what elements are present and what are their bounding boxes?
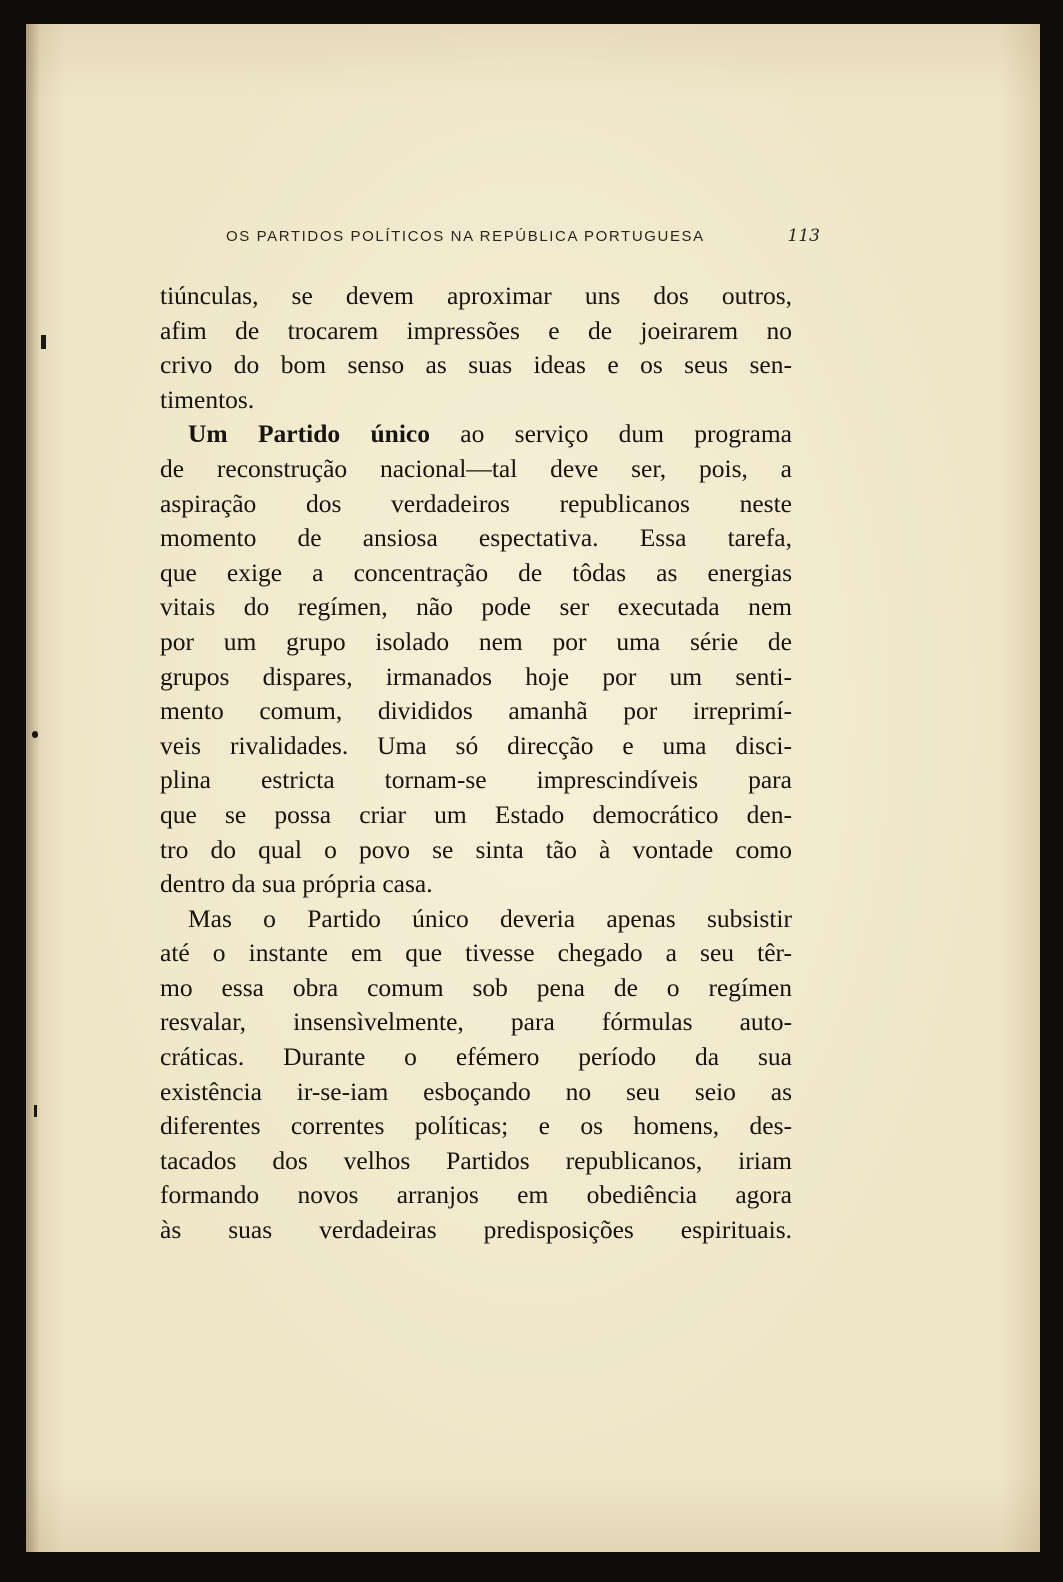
text-line: tro do qual o povo se sinta tão à vontade como — [160, 834, 792, 864]
text-line: dentro da sua própria casa. — [160, 869, 433, 899]
binding-shadow — [26, 24, 40, 1552]
ink-blemish — [32, 731, 38, 738]
text-line: momento de ansiosa espectativa. Essa tarefa, — [160, 523, 792, 553]
ink-blemish — [41, 335, 46, 349]
text-line: Mas o Partido único deveria apenas subsistir — [188, 903, 792, 933]
text-line: crivo do bom senso as suas ideas e os seus sen- — [160, 350, 792, 380]
text-line: que se possa criar um Estado democrático den- — [160, 799, 792, 829]
text-line: de reconstrução nacional—tal deve ser, pois, a — [160, 453, 792, 483]
text-line: que exige a concentração de tôdas as energias — [160, 557, 792, 587]
text-line: diferentes correntes políticas; e os homens, des- — [160, 1111, 792, 1141]
text-line — [160, 417, 792, 452]
text-line: mento comum, divididos amanhã por irreprimí- — [160, 696, 792, 726]
text-line: existência ir-se-iam esboçando no seu seio as — [160, 1076, 792, 1106]
running-head — [226, 226, 820, 248]
page-number: 113 — [787, 226, 820, 246]
bold-phrase: Um Partido único — [188, 419, 430, 449]
text-line: até o instante em que tivesse chegado a seu têr- — [160, 938, 792, 968]
text-line: vitais do regímen, não pode ser executada nem — [160, 592, 792, 622]
text-line: às suas verdadeiras predisposições espirituais. — [160, 1215, 792, 1245]
text-line: plina estricta tornam-se imprescindíveis para — [160, 765, 792, 795]
text-line: veis rivalidades. Uma só direcção e uma disci- — [160, 730, 792, 760]
text-line: resvalar, insensìvelmente, para fórmulas auto- — [160, 1007, 792, 1037]
text-line: afim de trocarem impressões e de joeirarem no — [160, 315, 792, 345]
text-line: tacados dos velhos Partidos republicanos, iriam — [160, 1145, 792, 1175]
text-line: por um grupo isolado nem por uma série de — [160, 626, 792, 656]
text-line: grupos dispares, irmanados hoje por um senti- — [160, 661, 792, 691]
text-line: mo essa obra comum sob pena de o regímen — [160, 972, 792, 1002]
ink-blemish — [34, 1105, 37, 1117]
text-line: cráticas. Durante o efémero período da sua — [160, 1042, 792, 1072]
text-line: formando novos arranjos em obediência agora — [160, 1180, 792, 1210]
text-line: timentos. — [160, 384, 255, 414]
running-head-title: OS PARTIDOS POLÍTICOS NA REPÚBLICA PORTUGUESA — [226, 228, 705, 245]
text-line: aspiração dos verdadeiros republicanos neste — [160, 488, 792, 518]
text-line-rest: ao serviço dum programa — [429, 419, 792, 449]
text-line: tiúnculas, se devem aproximar uns dos outros, — [160, 281, 792, 310]
body-text — [160, 279, 792, 1248]
